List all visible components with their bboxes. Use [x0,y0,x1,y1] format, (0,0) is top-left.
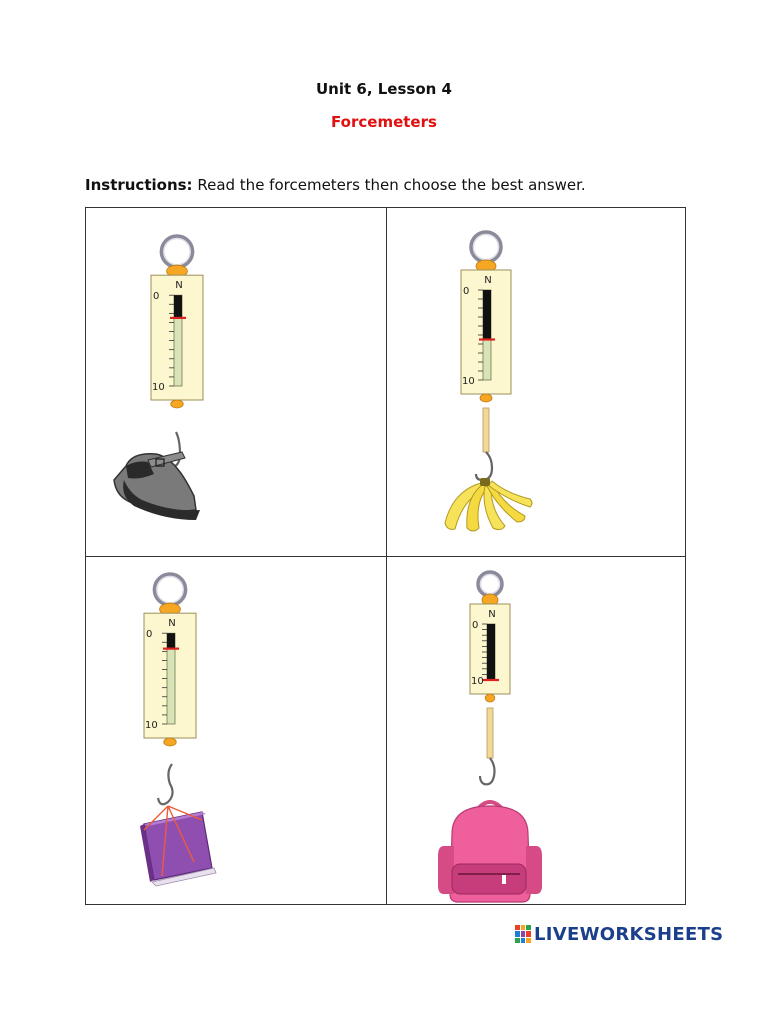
ring-icon [161,236,192,267]
scale-max-label: 10 [471,676,484,687]
scale-fill [167,633,175,648]
panel-3 [86,556,386,906]
brand-name: LIVEWORKSHEETS [534,923,724,945]
scale-max-label: 10 [145,720,158,731]
ring-icon [471,232,501,262]
book-icon [140,806,216,886]
forcemeter-4 [386,556,686,906]
unit-label: N [175,280,183,292]
scale-min-label: 0 [472,620,479,631]
backpack-icon [438,802,542,902]
scale-min-label: 0 [463,286,470,297]
unit-label: N [488,609,496,620]
scale-max-label: 10 [152,382,165,393]
bananas-icon [445,478,532,531]
ring-icon [154,574,185,605]
panel-1 [86,208,386,556]
forcemeter-grid [85,207,686,905]
page-title: Unit 6, Lesson 4 [316,80,452,98]
unit-label: N [168,618,176,630]
scale-max-label: 10 [462,376,475,387]
hook-icon [158,764,173,804]
page-subtitle: Forcemeters [331,113,437,131]
panel-2 [386,208,686,556]
instructions [85,176,586,194]
instructions-label: Instructions: [85,176,193,194]
forcemeter-1 [86,208,386,556]
liveworksheets-logo [515,922,723,946]
scale-min-label: 0 [146,629,153,641]
forcemeter-3 [86,556,386,906]
hook-icon [480,758,495,784]
instructions-text: Read the forcemeters then choose the best answer. [197,176,586,194]
ring-icon [478,572,502,596]
scale-fill [174,295,182,318]
forcemeter-2 [386,208,686,556]
shoe-icon [114,452,200,520]
scale-fill [483,290,491,340]
unit-label: N [484,275,492,286]
hook-icon [476,452,492,480]
scale-fill [487,624,495,680]
logo-mark-icon [515,925,531,943]
scale-min-label: 0 [153,291,160,303]
panel-4 [386,556,686,906]
